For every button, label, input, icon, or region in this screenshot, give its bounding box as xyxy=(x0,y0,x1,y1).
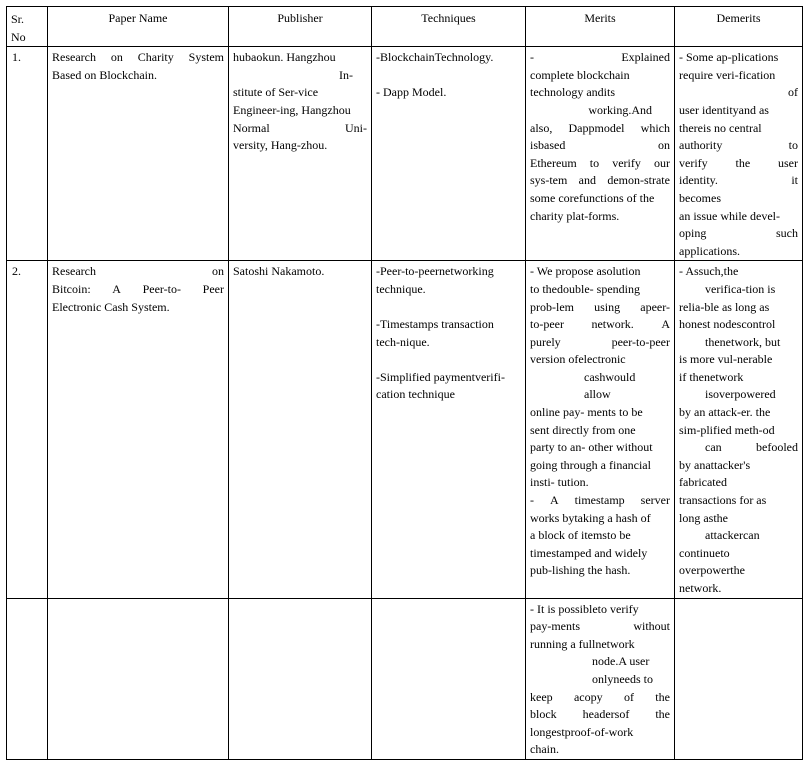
cell-line xyxy=(530,492,670,510)
word: Peer xyxy=(202,281,224,296)
cell-line: a block of itemsto be xyxy=(530,528,631,543)
cell-line xyxy=(530,706,670,724)
cell-line: thenetwork, but xyxy=(705,334,781,349)
table-row xyxy=(7,261,803,598)
word: the xyxy=(655,707,670,722)
row-sr-no xyxy=(7,47,48,261)
cell-line xyxy=(530,334,670,352)
word: on xyxy=(212,264,224,279)
cell-line: pub-lishing the hash. xyxy=(530,563,631,578)
cell-line xyxy=(52,263,224,281)
word: Explained xyxy=(621,50,670,65)
cell-line: technology andits xyxy=(530,85,615,100)
word: the xyxy=(655,689,670,704)
cell-line: - Some ap-plications xyxy=(679,50,779,65)
word: A xyxy=(112,281,121,296)
word: Uni- xyxy=(345,120,367,135)
cell-line: by anattacker's xyxy=(679,457,751,472)
cell-line xyxy=(530,137,670,155)
cell-line: continueto xyxy=(679,545,730,560)
cell-line: cation technique xyxy=(376,387,455,402)
word: befooled xyxy=(756,440,798,455)
cell-line: works bytaking a hash of xyxy=(530,510,651,525)
papers-table xyxy=(6,6,803,760)
header-demerits: Demerits xyxy=(675,7,803,47)
cell-line: Satoshi Nakamoto. xyxy=(233,264,325,279)
cell-line xyxy=(530,299,670,317)
cell-line: allow xyxy=(584,387,611,402)
word: identity. xyxy=(679,173,718,188)
word: A xyxy=(550,493,559,508)
cell-line: technique. xyxy=(376,281,426,296)
cell-line xyxy=(52,281,224,299)
cell-line: attackercan xyxy=(705,528,760,543)
row-paper-name xyxy=(48,261,229,598)
row-merits xyxy=(526,261,675,598)
cell-line xyxy=(679,155,798,173)
word: Peer-to- xyxy=(142,281,182,296)
word: - xyxy=(530,493,534,508)
word: such xyxy=(776,226,798,241)
row-sr-no xyxy=(7,598,48,759)
cell-line: - Assuch,the xyxy=(679,264,739,279)
row-paper-name xyxy=(48,47,229,261)
header-paper-name: Paper Name xyxy=(48,7,229,47)
cell-line: thereis no central xyxy=(679,120,762,135)
word: block xyxy=(530,707,557,722)
table-row xyxy=(7,598,803,759)
word: user xyxy=(777,155,798,170)
row-techniques xyxy=(372,261,526,598)
cell-line: complete blockchain xyxy=(530,67,630,82)
cell-line: stitute of Ser-vice xyxy=(233,85,319,100)
cell-line: honest nodescontrol xyxy=(679,317,776,332)
word: verify xyxy=(612,155,641,170)
header-sr-line: Sr. xyxy=(11,12,25,26)
word: headersof xyxy=(582,707,630,722)
cell-line: In- xyxy=(339,67,353,82)
cell-line: if thenetwork xyxy=(679,369,744,384)
word: Ethereum xyxy=(530,155,577,170)
word: network. xyxy=(591,317,634,332)
cell-line: sent directly from one xyxy=(530,422,636,437)
cell-line: insti- tution. xyxy=(530,475,589,490)
cell-line xyxy=(530,689,670,707)
cell-line: version ofelectronic xyxy=(530,352,626,367)
word: Bitcoin: xyxy=(52,281,91,296)
cell-line xyxy=(530,120,670,138)
header-techniques: Techniques xyxy=(372,7,526,47)
cell-line: verifica-tion is xyxy=(705,281,776,296)
cell-line: going through a financial xyxy=(530,457,651,472)
cell-line: - It is possibleto verify xyxy=(530,601,639,616)
cell-line xyxy=(530,618,670,636)
word: without xyxy=(633,619,670,634)
word: Charity xyxy=(137,50,174,65)
word: isbased xyxy=(530,138,566,153)
word: - xyxy=(530,50,534,65)
cell-line: party to an- other without xyxy=(530,440,653,455)
cell-line: overpowerthe xyxy=(679,563,745,578)
word: oping xyxy=(679,226,707,241)
row-techniques xyxy=(372,598,526,759)
row-sr-no xyxy=(7,261,48,598)
cell-line: becomes xyxy=(679,190,721,205)
table-row xyxy=(7,47,803,261)
cell-line: require veri-fication xyxy=(679,67,776,82)
row-demerits xyxy=(675,261,803,598)
word: also, xyxy=(530,120,553,135)
word: acopy xyxy=(573,689,603,704)
word: Normal xyxy=(233,120,270,135)
cell-line: Based on Blockchain. xyxy=(52,67,157,82)
cell-line: fabricated xyxy=(679,475,727,490)
header-merits: Merits xyxy=(526,7,675,47)
cell-line: timestamped and widely xyxy=(530,545,648,560)
cell-line: -Timestamps transaction xyxy=(376,317,494,332)
cell-line: transactions for as xyxy=(679,493,767,508)
cell-line: Electronic Cash System. xyxy=(52,299,170,314)
header-publisher: Publisher xyxy=(229,7,372,47)
row-techniques xyxy=(372,47,526,261)
word: peer-to-peer xyxy=(611,334,670,349)
row-merits xyxy=(526,598,675,759)
cell-line: chain. xyxy=(530,742,559,757)
cell-line: by an attack-er. the xyxy=(679,405,771,420)
cell-line xyxy=(530,49,670,67)
cell-line: -BlockchainTechnology. xyxy=(376,50,494,65)
cell-line: onlyneeds to xyxy=(592,671,653,686)
header-sr-line: No xyxy=(11,29,26,44)
cell-line: sim-plified meth-od xyxy=(679,422,775,437)
row-publisher xyxy=(229,598,372,759)
cell-line: Engineer-ing, Hangzhou xyxy=(233,102,351,117)
word: pay-ments xyxy=(530,619,580,634)
word: using xyxy=(594,299,621,314)
cell-line xyxy=(530,172,670,190)
header-sr-no xyxy=(7,7,48,47)
word: purely xyxy=(530,334,561,349)
word: prob-lem xyxy=(530,299,574,314)
cell-line: - We propose asolution xyxy=(530,264,641,279)
cell-line: hubaokun. Hangzhou xyxy=(233,50,336,65)
cell-line: isoverpowered xyxy=(705,387,776,402)
header-row xyxy=(7,7,803,47)
cell-line: charity plat-forms. xyxy=(530,208,620,223)
word: A xyxy=(661,317,670,332)
word: it xyxy=(791,173,798,188)
line-gap xyxy=(376,351,521,369)
cell-line: - Dapp Model. xyxy=(376,85,447,100)
sr-value: 2. xyxy=(12,264,21,279)
word: Dappmodel xyxy=(568,120,625,135)
word: verify xyxy=(679,155,708,170)
cell-line: of xyxy=(788,85,798,100)
cell-line: network. xyxy=(679,581,722,595)
cell-line: applications. xyxy=(679,243,740,258)
cell-line: working.And xyxy=(588,102,652,117)
cell-line: some corefunctions of the xyxy=(530,190,655,205)
row-demerits xyxy=(675,598,803,759)
cell-line: -Simplified paymentverifi- xyxy=(376,369,505,384)
word: apeer- xyxy=(640,299,670,314)
cell-line xyxy=(52,49,224,67)
line-gap xyxy=(376,67,521,85)
word: to xyxy=(589,155,600,170)
cell-line: relia-ble as long as xyxy=(679,299,770,314)
cell-line: to thedouble- spending xyxy=(530,281,640,296)
cell-line: an issue while devel- xyxy=(679,208,780,223)
row-publisher xyxy=(229,47,372,261)
cell-line xyxy=(233,120,367,138)
word: to xyxy=(788,138,798,153)
cell-line xyxy=(530,155,670,173)
cell-line: cashwould xyxy=(584,369,636,384)
cell-line: user identityand as xyxy=(679,102,769,117)
word: authority xyxy=(679,138,723,153)
row-merits xyxy=(526,47,675,261)
word: System xyxy=(188,50,224,65)
cell-line: online pay- ments to be xyxy=(530,405,643,420)
cell-line: node.A user xyxy=(592,654,650,669)
cell-line xyxy=(530,316,670,334)
cell-line xyxy=(679,137,798,155)
word: Research xyxy=(52,50,96,65)
cell-line xyxy=(679,439,798,457)
word: on xyxy=(110,50,123,65)
word: the xyxy=(735,155,751,170)
word: and xyxy=(578,173,596,188)
word: demon-strate xyxy=(607,173,670,188)
word: on xyxy=(658,138,670,153)
cell-line: running a fullnetwork xyxy=(530,636,635,651)
row-demerits xyxy=(675,47,803,261)
cell-line: -Peer-to-peernetworking xyxy=(376,264,494,279)
row-publisher xyxy=(229,261,372,598)
cell-line: longestproof-of-work xyxy=(530,724,634,739)
word: timestamp xyxy=(574,493,625,508)
line-gap xyxy=(376,299,521,317)
cell-line: versity, Hang-zhou. xyxy=(233,138,328,153)
cell-line xyxy=(679,225,798,243)
word: to-peer xyxy=(530,317,564,332)
cell-line: tech-nique. xyxy=(376,334,430,349)
word: keep xyxy=(530,689,553,704)
cell-line: long asthe xyxy=(679,510,728,525)
cell-line xyxy=(679,172,798,190)
cell-line: is more vul-nerable xyxy=(679,352,773,367)
sr-value: 1. xyxy=(12,50,21,65)
word: of xyxy=(623,689,634,704)
word: server xyxy=(640,493,670,508)
word: which xyxy=(640,120,670,135)
word: Research xyxy=(52,264,96,279)
word: sys-tem xyxy=(530,173,568,188)
word: our xyxy=(653,155,670,170)
word: can xyxy=(705,440,722,455)
row-paper-name xyxy=(48,598,229,759)
